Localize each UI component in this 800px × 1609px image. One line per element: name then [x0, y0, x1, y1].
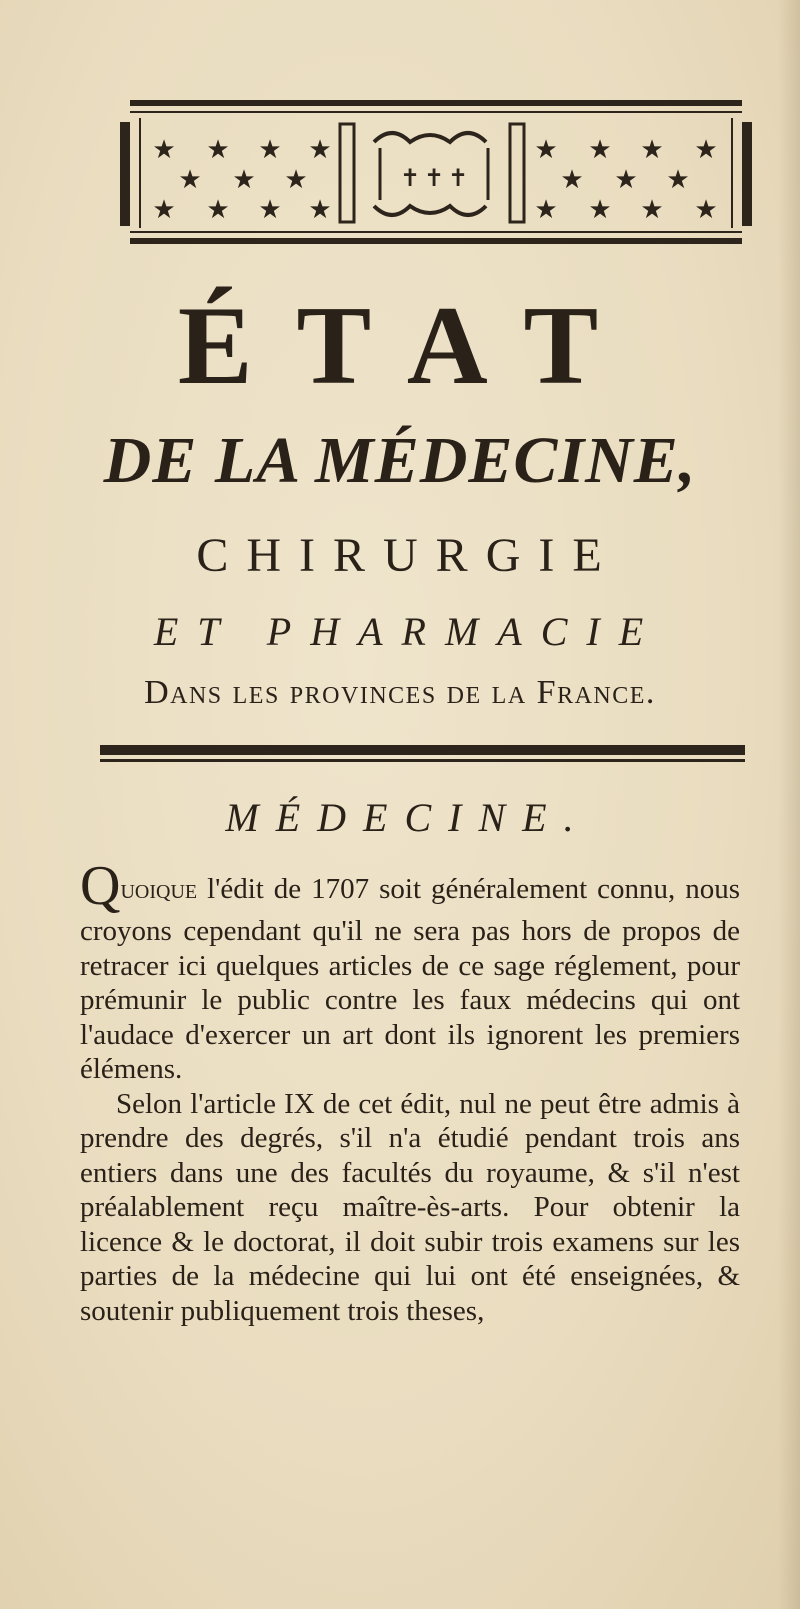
svg-text:★: ★ [258, 195, 282, 225]
svg-text:✝: ✝ [399, 164, 421, 192]
title-chirurgie: CHIRURGIE [196, 529, 620, 582]
svg-text:★: ★ [694, 195, 718, 225]
title-pharmacie: ET PHARMACIE [153, 609, 663, 654]
svg-text:★: ★ [206, 135, 230, 165]
svg-text:★: ★ [308, 135, 332, 165]
paragraph-1 [80, 855, 740, 1087]
svg-text:★: ★ [588, 135, 612, 165]
svg-text:✝: ✝ [447, 164, 469, 192]
paragraph-2: Selon l'article IX de cet édit, nul ne peut être admis à prendre des degrés, s'il n'a étudié pendant trois ans entiers dans une des facultés du royaume, & s'il n'est préalablement reçu maître-ès-arts. Pour obtenir la licence & le doctorat, il doit subir trois examens sur les parties de la médecine qui lui ont été enseignées, & soutenir publiquement trois theses, [80, 1087, 740, 1327]
svg-text:★: ★ [152, 135, 176, 165]
svg-text:★: ★ [284, 165, 308, 195]
svg-text:★: ★ [534, 135, 558, 165]
ornamental-headpiece [112, 88, 762, 258]
title-provinces: Dans les provinces de la France. [144, 674, 656, 711]
svg-text:★: ★ [534, 195, 558, 225]
svg-text:★: ★ [560, 165, 584, 195]
paragraph-lead-word: uoique [120, 873, 198, 905]
svg-text:✝: ✝ [423, 164, 445, 192]
svg-text:★: ★ [232, 165, 256, 195]
svg-text:★: ★ [640, 135, 664, 165]
svg-text:★: ★ [178, 165, 202, 195]
body-text [80, 855, 740, 1328]
svg-text:★: ★ [206, 195, 230, 225]
title-etat: ÉTAT [177, 284, 643, 408]
svg-text:★: ★ [258, 135, 282, 165]
svg-text:★: ★ [152, 195, 176, 225]
svg-text:★: ★ [694, 135, 718, 165]
dropcap: Q [80, 855, 121, 917]
svg-text:★: ★ [640, 195, 664, 225]
paragraph-text: l'édit de 1707 soit généralement connu, nous croyons cependant qu'il ne sera pas hors de propos de retracer ici quelques articles de ce sage réglement, pour prémunir le public contre les faux médecins qui ont l'audace d'exercer un art dont ils ignorent les premiers élémens. [80, 873, 740, 1085]
section-heading: MÉDECINE. [225, 795, 591, 840]
divider-rule-thick [100, 745, 745, 755]
svg-text:★: ★ [666, 165, 690, 195]
svg-text:★: ★ [308, 195, 332, 225]
svg-text:★: ★ [614, 165, 638, 195]
svg-text:★: ★ [588, 195, 612, 225]
divider-rule-thin [100, 759, 745, 762]
title-de-la-medecine: DE LA MÉDECINE, [103, 424, 697, 497]
